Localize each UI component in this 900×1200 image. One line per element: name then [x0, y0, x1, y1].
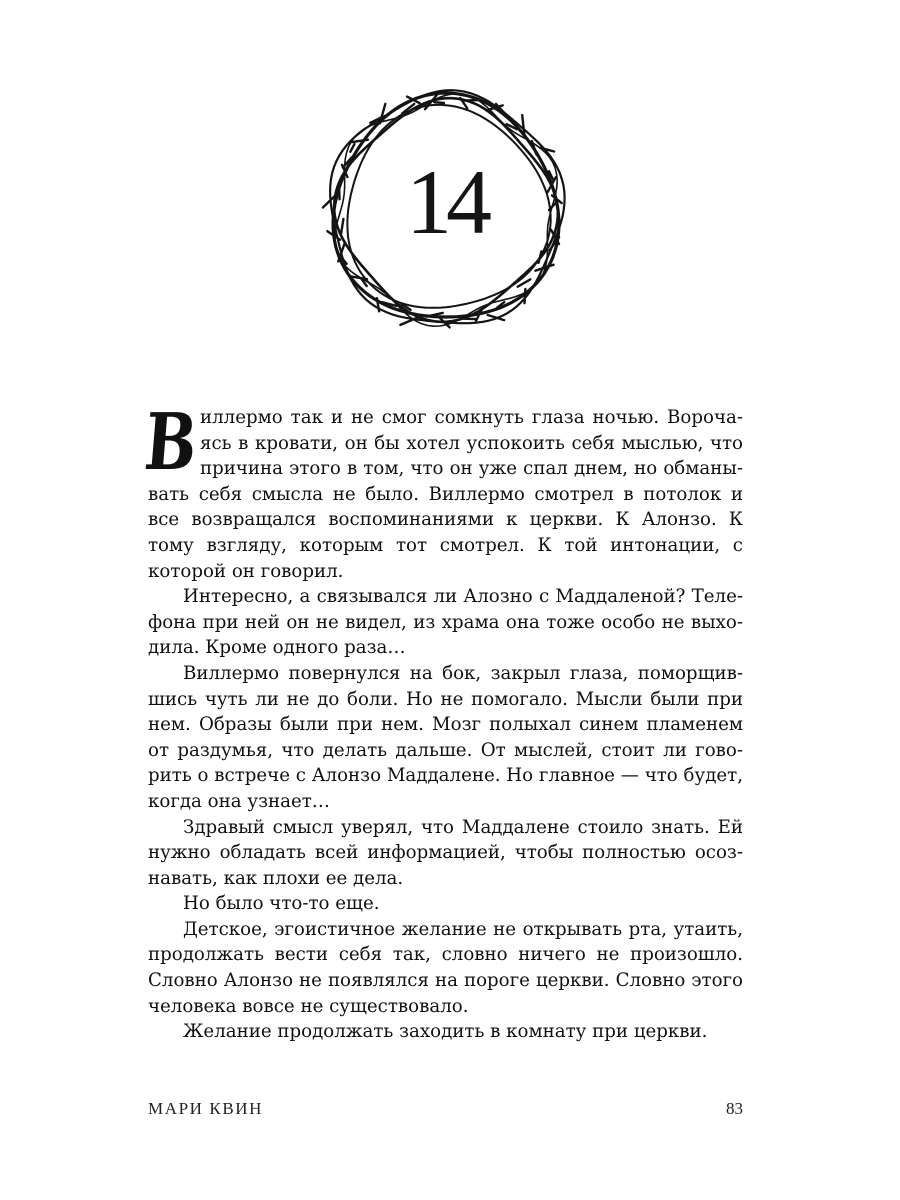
drop-cap: В [141, 397, 201, 488]
paragraph-1 [141, 397, 743, 584]
paragraph-5: Но было что-то еще. [183, 893, 380, 915]
chapter-emblem [318, 82, 574, 338]
running-footer-author: МАРИ КВИН [148, 1099, 264, 1118]
paragraph-2: Интересно, а связывался ли Алозно с Маддаленой? Телефона при ней он не видел, из храма она тоже особо не выходила. Кроме одного раза… [148, 586, 743, 659]
paragraph-text: иллермо так и не смог сомкнуть глаза ночью. Ворочаясь в кровати, он бы хотел успокоить себя мыслью, что причина этого в том, что он уже спал днем, но обманывать себя смысла не было. Виллермо смотрел в потолок и все возвращался воспоминаниями к церкви. К Алонзо. К тому взгляду, которым тот смотрел. К той интонации, с которой он говорил. [148, 407, 743, 582]
paragraph-3: Виллермо повернулся на бок, закрыл глаза, поморщившись чуть ли не до боли. Но не помогало. Мысли были при нем. Образы были при нем. Мозг полыхал синем пламенем от раздумья, что делать дальше. От мыслей, стоит ли говорить о встрече с Алонзо Маддалене. Но главное — что будет, когда она узнает… [148, 662, 743, 812]
paragraph-6: Детское, эгоистичное желание не открывать рта, утаить, продолжать вести себя так, словно ничего не произошло. Словно Алонзо не появлялся на пороге церкви. Словно этого человека вовсе не существовало. [148, 918, 743, 1017]
paragraph-7: Желание продолжать заходить в комнату при церкви. [183, 1021, 708, 1043]
chapter-number: 14 [406, 151, 486, 253]
page-number: 83 [726, 1099, 743, 1118]
paragraph-4: Здравый смысл уверял, что Маддалене стоило знать. Ей нужно обладать всей информацией, чтобы полностью осознавать, как плохи ее дела. [148, 816, 743, 889]
chapter-body [141, 397, 743, 1045]
